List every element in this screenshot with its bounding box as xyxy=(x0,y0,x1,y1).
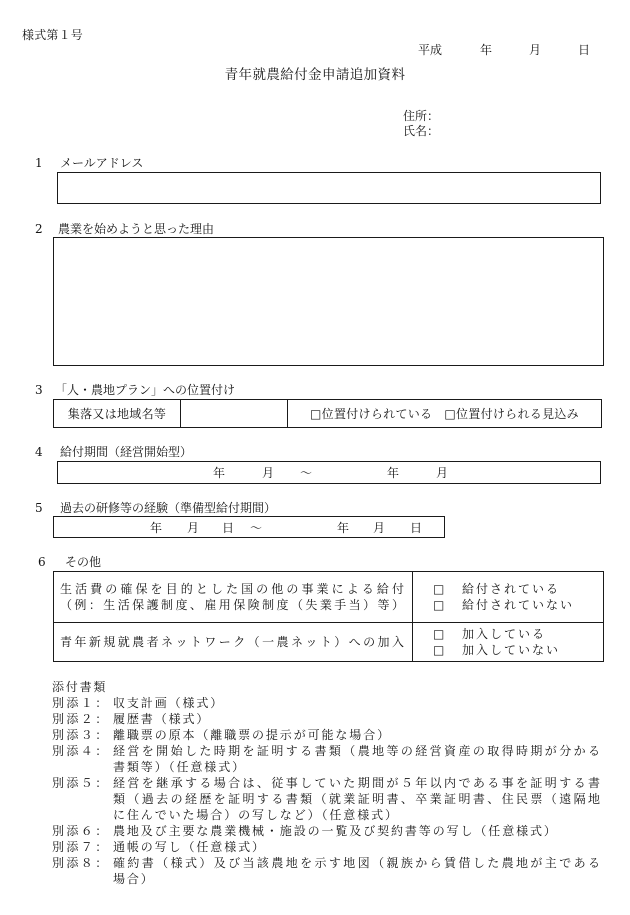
plan-option-positioned xyxy=(310,406,432,422)
answer-option xyxy=(433,597,603,613)
checkbox-label: 加入していない xyxy=(462,643,561,657)
checkbox[interactable]: □ xyxy=(433,582,445,596)
question-text: 青年新規就農者ネットワーク（一農ネット）への加入 xyxy=(60,635,405,649)
section-heading-reason: 農業を始めようと思った理由 xyxy=(58,222,215,236)
attachment-text-block xyxy=(113,711,601,727)
attachment-text: 農地及び主要な農業機械・施設の一覧及び契約書等の写し（任意様式） xyxy=(113,824,558,838)
attachment-label: 別添６： xyxy=(52,824,110,838)
section-heading-other: その他 xyxy=(65,555,102,569)
section-number: 2 xyxy=(35,222,43,236)
range-separator: ～ xyxy=(300,466,313,480)
area-name-field[interactable] xyxy=(181,400,288,427)
checkbox-label: 位置付けられる見込み xyxy=(455,406,579,421)
attachments-heading: 添付書類 xyxy=(52,680,108,694)
checkbox-label: 給付されていない xyxy=(462,598,575,612)
attachment-item xyxy=(52,823,601,839)
start-year-label: 年 xyxy=(213,466,226,480)
section-number: 3 xyxy=(35,383,43,397)
checkbox-label: 加入している xyxy=(462,627,547,641)
section-number: 5 xyxy=(35,501,43,515)
checkbox[interactable]: □ xyxy=(444,406,456,421)
date-month-label: 月 xyxy=(529,43,542,57)
date-year-label: 年 xyxy=(480,43,493,57)
section-heading-plan: 「人・農地プラン」への位置付け xyxy=(55,383,236,397)
attachment-text: 経営を継承する場合は、従事していた期間が５年以内である事を証明する書 xyxy=(113,776,601,790)
attachment-item xyxy=(52,839,601,855)
answer-cell xyxy=(413,623,603,661)
attachment-text-block xyxy=(113,839,601,855)
attachment-text: 離職票の原本（離職票の提示が可能な場合） xyxy=(113,728,392,742)
checkbox[interactable]: □ xyxy=(433,598,445,612)
start-year-label: 年 xyxy=(150,521,163,535)
checkbox[interactable]: □ xyxy=(433,643,445,657)
attachment-item xyxy=(52,775,601,823)
section-number: 1 xyxy=(35,156,43,170)
attachment-text: 確約書（様式）及び当該農地を示す地図（親族から賃借した農地が主である xyxy=(113,856,601,870)
email-field[interactable] xyxy=(57,172,601,204)
plan-option-expected xyxy=(444,406,579,422)
attachment-text: 書類等）（任意様式） xyxy=(113,760,247,774)
name-label: 氏名： xyxy=(403,124,440,138)
answer-option xyxy=(433,626,603,642)
answer-cell xyxy=(413,572,603,622)
checkbox-label: 給付されている xyxy=(462,582,561,596)
checkbox[interactable]: □ xyxy=(433,627,445,641)
attachment-text-block xyxy=(113,743,601,775)
attachment-text: 経営を開始した時期を証明する書類（農地等の経営資産の取得時期が分かる xyxy=(113,744,601,758)
attachment-label: 別添５： xyxy=(52,776,110,790)
section-heading-email: メールアドレス xyxy=(60,156,144,170)
checkbox-label: 位置付けられている xyxy=(321,406,433,421)
area-label-cell xyxy=(54,400,181,427)
section-heading-payment-period: 給付期間（経営開始型） xyxy=(60,445,193,459)
section-number: 6 xyxy=(38,555,46,569)
attachment-label: 別添７： xyxy=(52,840,110,854)
question-text: 生活費の確保を目的とした国の他の事業による給付 xyxy=(60,582,405,596)
attachment-text-block xyxy=(113,855,601,887)
range-separator: ～ xyxy=(250,521,263,535)
attachment-label: 別添４： xyxy=(52,744,110,758)
attachment-text: 履歴書（様式） xyxy=(113,712,211,726)
attachment-item xyxy=(52,855,601,887)
attachment-text-block xyxy=(113,775,601,823)
end-day-label: 日 xyxy=(410,521,423,535)
attachment-label: 別添２： xyxy=(52,712,110,726)
table-row xyxy=(54,623,603,661)
attachment-text-block xyxy=(113,823,601,839)
question-cell xyxy=(54,572,413,622)
attachment-text-block xyxy=(113,695,601,711)
document-title: 青年就農給付金申請追加資料 xyxy=(224,67,406,83)
form-number: 様式第１号 xyxy=(22,28,84,42)
attachment-text: 類（過去の経歴を証明する書類（就業証明書、卒業証明書、住民票（遠隔地 xyxy=(113,792,601,806)
end-month-label: 月 xyxy=(436,466,449,480)
attachment-text: 収支計画（様式） xyxy=(113,696,225,710)
attachment-item xyxy=(52,743,601,775)
training-period-field[interactable] xyxy=(53,516,445,538)
attachment-item xyxy=(52,695,601,711)
address-label: 住所： xyxy=(403,109,440,123)
answer-option xyxy=(433,581,603,597)
attachments-section xyxy=(52,679,601,887)
other-table xyxy=(53,571,604,662)
date-era-label: 平成 xyxy=(418,43,443,57)
date-day-label: 日 xyxy=(578,43,591,57)
start-day-label: 日 xyxy=(222,521,235,535)
section-number: 4 xyxy=(35,445,43,459)
start-month-label: 月 xyxy=(187,521,200,535)
question-text: （例：生活保護制度、雇用保険制度（失業手当）等） xyxy=(60,598,405,612)
payment-period-field[interactable] xyxy=(57,461,601,484)
section-heading-training: 過去の研修等の経験（準備型給付期間） xyxy=(60,501,277,515)
end-year-label: 年 xyxy=(387,466,400,480)
attachment-label: 別添３： xyxy=(52,728,110,742)
plan-table xyxy=(53,399,602,428)
attachment-text-block xyxy=(113,727,601,743)
attachment-text: 通帳の写し（任意様式） xyxy=(113,840,266,854)
plan-options-cell xyxy=(288,400,601,427)
end-month-label: 月 xyxy=(373,521,386,535)
answer-option xyxy=(433,642,603,658)
attachment-label: 別添１： xyxy=(52,696,110,710)
attachment-item xyxy=(52,727,601,743)
start-month-label: 月 xyxy=(262,466,275,480)
attachment-label: 別添８： xyxy=(52,856,110,870)
end-year-label: 年 xyxy=(337,521,350,535)
attachment-text: 場合） xyxy=(113,872,155,886)
attachment-item xyxy=(52,711,601,727)
attachment-text: に住んでいた場合）の写しなど）（任意様式） xyxy=(113,808,399,822)
checkbox[interactable]: □ xyxy=(310,406,322,421)
area-label: 集落又は地域名等 xyxy=(67,406,167,421)
question-cell xyxy=(54,623,413,661)
reason-field[interactable] xyxy=(53,237,604,366)
table-row xyxy=(54,572,603,623)
